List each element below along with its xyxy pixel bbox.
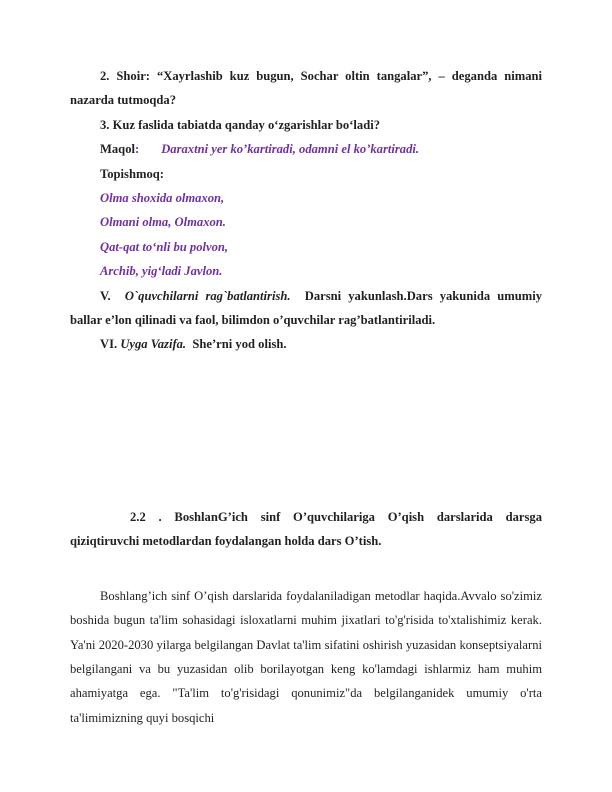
vertical-spacer <box>70 357 542 505</box>
section-vi-numeral: VI. <box>100 337 118 352</box>
question-2-paragraph: 2. Shoir: “Xayrlashib kuz bugun, Sochar oltin tangalar”, – deganda nimani nazarda tutmoqda? <box>70 69 542 108</box>
chapter-heading-line-1: 2.2 . BoshlanG’ich sinf O’quvchilariga O’qish darslarida darsga <box>130 509 542 524</box>
maqol-label: Maqol <box>100 142 135 157</box>
vertical-spacer <box>70 554 542 584</box>
section-v-numeral: V. <box>100 288 111 303</box>
section-v-text: Darsni yakunlash.Dars yakunida umumiy ballar e’lon qilinadi va faol, bilimdon o’quvchilar rag’batlantiriladi. <box>70 288 543 328</box>
section-vi-text: She’rni yod olish. <box>192 337 287 352</box>
maqol-colon: : <box>134 142 140 157</box>
riddle-line: Qat-qat to‘nli bu polvon, <box>100 239 229 254</box>
question-3-paragraph: 3. Kuz faslida tabiatda qanday o‘zgarishlar bo‘ladi? <box>100 117 381 132</box>
section-vi-paragraph <box>70 332 542 356</box>
lesson-plan-section <box>70 64 542 357</box>
section-v-paragraph <box>70 284 542 333</box>
riddle-line: Olma shoxida olmaxon, <box>100 191 225 206</box>
riddle-line: Olmani olma, Olmaxon. <box>100 215 226 230</box>
section-v-title: O`quvchilarni rag`batlantirish. <box>124 288 291 303</box>
section-vi-title: Uyga Vazifa. <box>120 337 187 352</box>
maqol-text: Daraxtni yer ko’kartiradi, odamni el ko’kartiradi. <box>161 142 420 157</box>
chapter-body-paragraph: Boshlang’ich sinf O’qish darslarida foydalaniladigan metodlar haqida.Avvalo so'zimiz boshida bugun ta'lim sohasidagi isloxatlarni muhim jixatlari to'g'risida to'xtalishimiz kerak. Ya'ni 2020-2030 yilarga belgilangan Davlat ta'lim sifatini oshirish yuzasidan konseptsiyalarni belgilangani va bu yuzasidan olib borilayotgan keng ko'lamdagi ishlarmiz ham muhim ahamiyatga ega. "Ta'lim to'g'risidagi qonunimiz"da belgilanganidek umumiy o'rta ta'limimizning quyi bosqichi <box>70 588 542 725</box>
chapter-heading <box>70 505 542 554</box>
riddle-line: Archib, yig‘ladi Javlon. <box>100 264 223 279</box>
document-body <box>70 0 542 730</box>
topishmoq-label: Topishmoq: <box>100 166 164 181</box>
chapter-heading-line-2: qiziqtiruvchi metodlardan foydalangan holda dars O’tish. <box>70 534 382 549</box>
maqol-paragraph <box>70 137 542 161</box>
